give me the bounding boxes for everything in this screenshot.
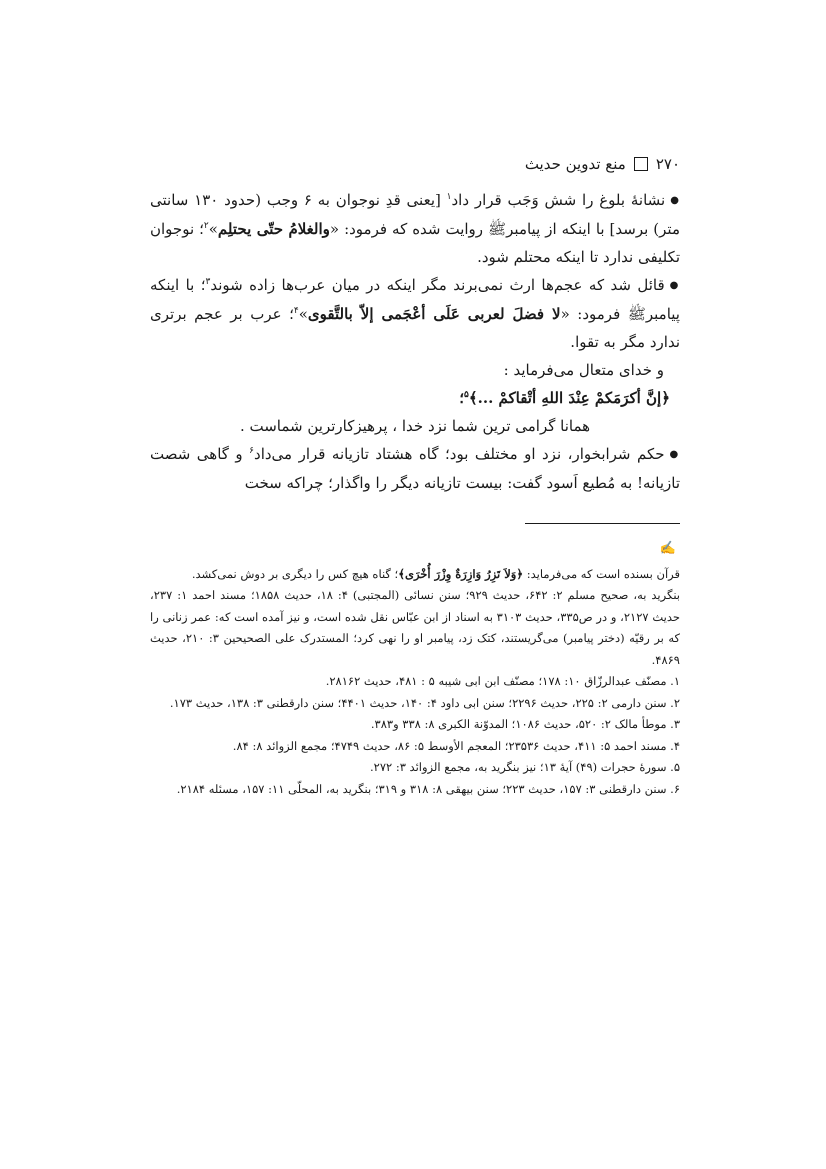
- hadith-quote: والغلامُ حتّی یحتلِم: [217, 220, 330, 238]
- footnote-ref: ۲: [203, 221, 209, 231]
- square-ornament-icon: [634, 157, 648, 171]
- paragraph-bulugh: ● نشانهٔ بلوغ را شش وَجَب قرار داد$^۱$ [یعنی قدِ نوجوان به ۶ وجب (حدود ۱۳۰ سانتی متر) برسد] با اینکه از پیامبرﷺ روایت شده که فرمود: «والغلامُ حتّی یحتلِم»$^۲$؛ نوجوان تکلیفی ندارد تا اینکه محتلم شود.: [150, 186, 680, 271]
- footnote-separator: [525, 523, 680, 524]
- verse-intro: و خدای متعال می‌فرماید :: [503, 361, 664, 379]
- running-header: [150, 150, 680, 178]
- footnote-item: ۵. سورهٔ حجرات (۴۹) آیهٔ ۱۳؛ نیز بنگرید به، مجمع الزوائد ۳: ۲۷۲.: [369, 760, 680, 774]
- footnote-continuation: بنگرید به، صحیح مسلم ۲: ۶۴۲، حدیث ۹۲۹؛ سنن نسائی (المجتبی) ۴: ۱۸، حدیث ۱۸۵۸؛ مسند احمد ۱: ۲۳۷، حدیث ۲۱۲۷، و در ص۳۳۵، حدیث ۳۱۰۳ به اسناد از ابن عبّاس نقل شده است، و نیز آمده است که: عمر زنانی را که بر رقیّه (دختر پیامبر) می‌گریستند، کتک زد، پیامبر او را نهی کرد؛ المستدرک علی الصحیحین ۳: ۲۱۰، حدیث ۴۸۶۹.: [150, 588, 681, 667]
- footnote-item: ۲. سنن دارمی ۲: ۲۲۵، حدیث ۲۲۹۶؛ سنن ابی داود ۴: ۱۴۰، حدیث ۴۴۰۱؛ سنن دارقطنی ۳: ۱۳۸، حدیث ۱۷۳.: [169, 695, 680, 710]
- hadith-quote: لا فضلَ لعربی عَلَی أعْجَمی إلاّ بالتَّقوی: [307, 305, 561, 323]
- footnote-ref: ۵: [464, 390, 469, 400]
- footnote-item: ۴. مسند احمد ۵: ۴۱۱، حدیث ۲۳۵۳۶؛ المعجم الأوسط ۵: ۸۶، حدیث ۴۷۴۹؛ مجمع الزوائد ۸: ۸۴.: [232, 738, 680, 753]
- page-number: ۲۷۰: [655, 155, 680, 173]
- footnote-pen-icon: ✍: [659, 541, 676, 556]
- footnote-item: ۶. سنن دارقطنی ۳: ۱۵۷، حدیث ۲۲۳؛ سنن بیهقی ۸: ۳۱۸ و ۳۱۹؛ بنگرید به، المحلّی ۱۱: ۱۵۷، مسئله ۲۱۸۴.: [176, 781, 680, 796]
- footnote-ref: ۱: [446, 192, 452, 202]
- verse-translation: همانا گرامی ترین شما نزد خدا ، پرهیزکارترین شماست .: [239, 417, 591, 435]
- footnote-ref: ۳: [205, 277, 211, 287]
- footnote-item: ۳. موطأ مالک ۲: ۵۲۰، حدیث ۱۰۸۶؛ المدوّنة الکبری ۸: ۳۳۸ و۳۸۳.: [370, 717, 680, 731]
- running-title: منع تدوین حدیث: [524, 155, 626, 173]
- quran-verse: ﴿إنَّ أكرَمَكمْ عِنْدَ اللهِ أتْقاكمْ ...﴾$^۵$؛: [459, 389, 670, 407]
- page: [150, 150, 680, 800]
- footnote-ref: ۴: [293, 306, 299, 316]
- footnote-continuation: قرآن بسنده است که می‌فرماید: ﴿وَلاَ تَزِرُ وَازِرَةٌ وِزْرَ أُخْرَى﴾؛ گناه هیچ کس را دیگری بر دوش نمی‌کشد.: [191, 566, 680, 581]
- footnote-ref: ۶: [249, 446, 255, 456]
- paragraph-wine-drinker: ● حکم شرابخوار، نزد او مختلف بود؛ گاه هشتاد تازیانه قرار می‌داد$^۶$ و گاهی شصت تازیانه! به مُطیع اَسود گفت: بیست تازیانه دیگر را واگذار؛ چراکه سخت: [150, 440, 680, 497]
- main-text: [150, 186, 680, 497]
- footnotes: [150, 538, 680, 800]
- footnote-item: ۱. مصنّف عبدالرزّاق ۱۰: ۱۷۸؛ مصنّف ابن ابی شیبه ۵ : ۴۸۱، حدیث ۲۸۱۶۲.: [325, 674, 680, 688]
- paragraph-inheritance: ● قائل شد که عجم‌ها ارث نمی‌برند مگر اینکه در میان عرب‌ها زاده شوند$^۳$؛ با اینکه پیامبرﷺ فرمود: «لا فضلَ لعربی عَلَی أعْجَمی إلاّ بالتَّقوی»$^۴$؛ عرب بر عجم برتری ندارد مگر به تقوا.: [150, 271, 680, 356]
